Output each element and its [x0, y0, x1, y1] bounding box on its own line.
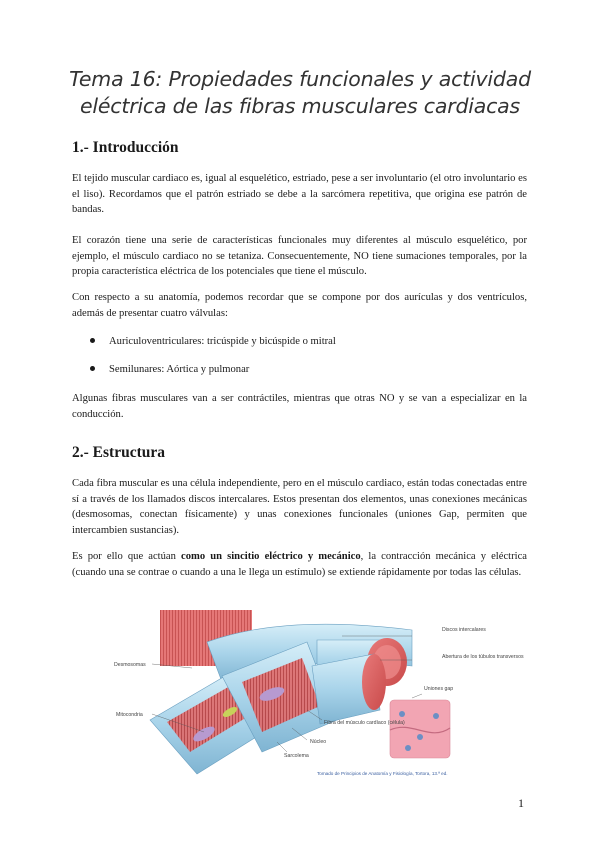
label-discos: Discos intercalares: [442, 627, 486, 633]
gap-junction-inset: [390, 700, 450, 758]
paragraph-text-start: Es por ello que actúan: [72, 551, 182, 562]
bold-phrase: como un sincitio eléctrico y mecánico: [181, 551, 361, 562]
paragraph-text-end: , la contracción mecánica y eléctrica (cuando una se contrae o cuando a una le llega un estímulo) se extiende rápidamente por todas las células.: [72, 551, 527, 578]
fiber-cross-section: [362, 654, 386, 710]
label-desmosomas: Desmosomas: [114, 662, 146, 668]
title-line-2: eléctrica de las fibras musculares cardiacas: [79, 94, 521, 118]
label-fibra: Fibra del músculo cardíaco (célula): [324, 720, 405, 726]
label-sarcolema: Sarcolema: [284, 753, 309, 759]
cardiac-muscle-figure: [112, 602, 524, 782]
intro-paragraph-2: El corazón tiene una serie de características funcionales muy diferentes al músculo esquelético, por ejemplo, el músculo cardiaco no se tetaniza. Consecuentemente, NO tiene sumaciones temporales, por la propia característica eléctrica de los potenciales que tiene el músculo.: [72, 235, 527, 278]
title-line-1: Tema 16: Propiedades funcionales y actividad: [69, 67, 531, 91]
label-uniones: Uniones gap: [424, 686, 454, 692]
label-abertura: Abertura de los túbulos transversos: [442, 654, 524, 660]
intro-paragraph-3: Con respecto a su anatomía, podemos recordar que se compone por dos aurículas y dos ventrículos, además de presentar cuatro válvulas:: [72, 292, 527, 319]
label-nucleo: Núcleo: [310, 739, 327, 745]
section-heading-structure: 2.- Estructura: [72, 444, 165, 461]
list-item: [90, 362, 249, 377]
structure-paragraph-2: [72, 549, 527, 580]
bullet-icon: [90, 338, 95, 343]
list-item: [90, 334, 336, 349]
label-mitocondria: Mitocondria: [116, 712, 143, 718]
page-title: [60, 66, 540, 120]
cardiac-muscle-illustration: [112, 602, 524, 782]
structure-paragraph-1: Cada fibra muscular es una célula independiente, pero en el músculo cardiaco, están todas conectadas entre sí a través de los llamados discos intercalares. Estos presentan dos elementos, unas conexiones mecánicas (desmosomas, conectan físicamente) y unas conexiones funcionales (uniones Gap, permiten que intercambien sustancias).: [72, 478, 527, 536]
intro-paragraph-1: El tejido muscular cardiaco es, igual al esquelético, estriado, pese a ser involuntario (el otro involuntario es el liso). Recordamos que el patrón estriado se debe a la sarcómera repetitiva, que origina ese patrón de bandas.: [72, 173, 527, 216]
intro-paragraph-4: Algunas fibras musculares van a ser contráctiles, mientras que otras NO y se van a especializar en la conducción.: [72, 393, 527, 420]
bullet-text: Semilunares: Aórtica y pulmonar: [109, 364, 250, 375]
section-heading-intro: 1.- Introducción: [72, 139, 179, 156]
figure-caption: Tomado de Principios de Anatomía y Fisiología, Tortora, 13.ª ed.: [317, 771, 448, 776]
page-number: 1: [518, 796, 524, 810]
bullet-icon: [90, 366, 95, 371]
bullet-text: Auriculoventriculares: tricúspide y bicúspide o mitral: [109, 336, 336, 347]
